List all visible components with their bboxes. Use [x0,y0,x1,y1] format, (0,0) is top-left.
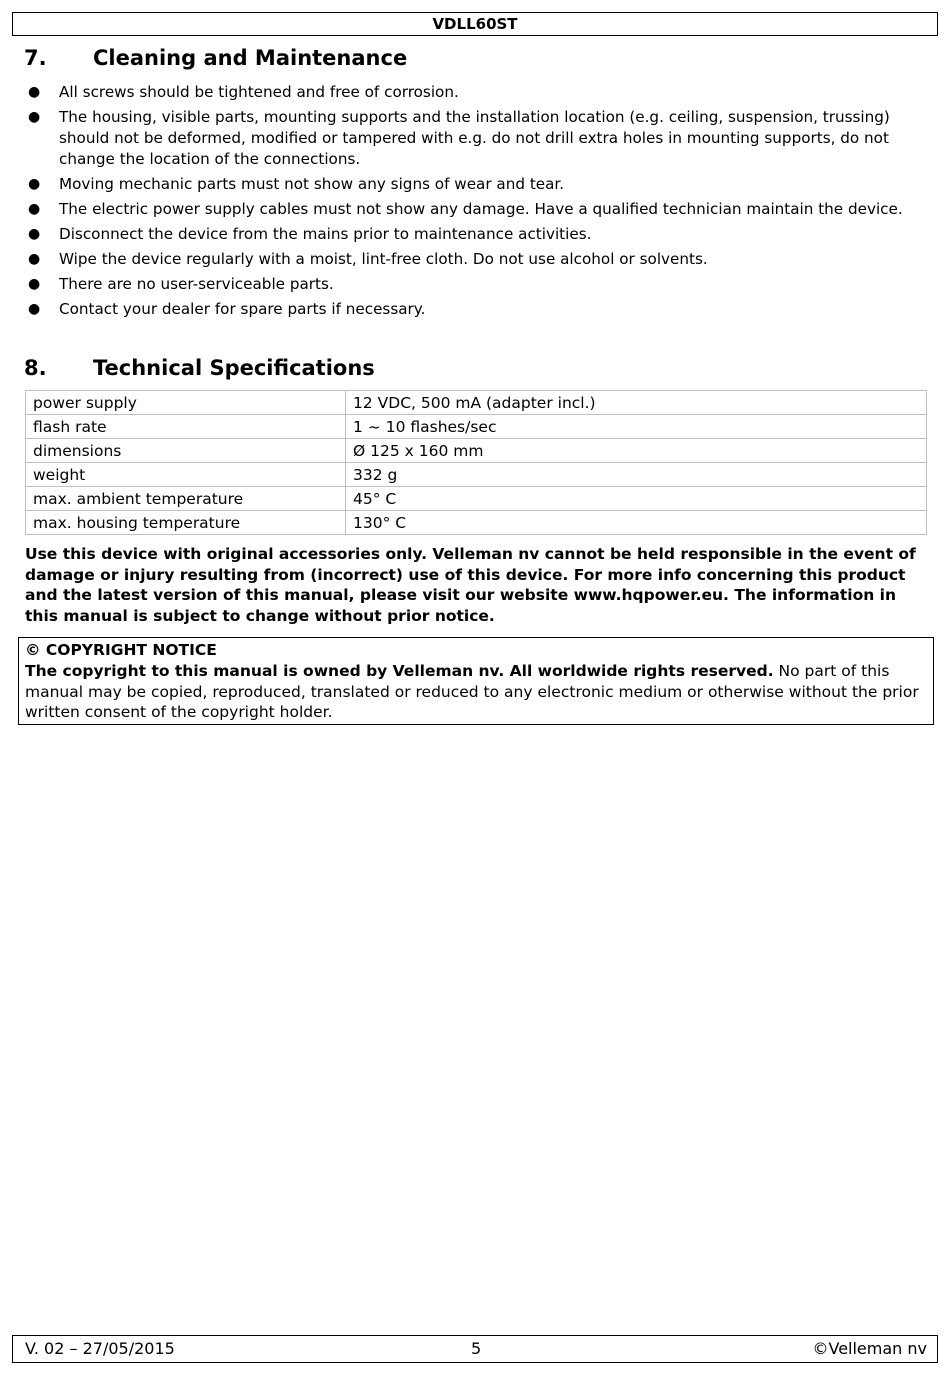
spec-value: 1 ~ 10 flashes/sec [346,415,927,439]
list-item-text: Contact your dealer for spare parts if necessary. [59,300,426,318]
list-item-text: Disconnect the device from the mains prior to maintenance activities. [59,225,592,243]
bullet-icon: ● [28,251,41,267]
list-item [24,274,934,295]
section-number: 8. [24,356,47,380]
section-title: Cleaning and Maintenance [93,46,408,70]
list-item-text: Wipe the device regularly with a moist, lint-free cloth. Do not use alcohol or solvents. [59,250,708,268]
model-name: VDLL60ST [432,15,518,33]
list-item [24,82,934,103]
list-item [24,299,934,320]
usage-notice: Use this device with original accessories only. Velleman nv cannot be held responsible in the event of damage or injury resulting from (incorrect) use of this device. For more info concerning this product and the latest version of this manual, please visit our website www.hqpower.eu. The information in this manual is subject to change without prior notice. [25,545,916,625]
page-number: 5 [471,1339,482,1358]
section-title: Technical Specifications [93,356,375,380]
list-item [24,224,934,245]
bullet-icon: ● [28,84,41,100]
copyright-heading: © COPYRIGHT NOTICE [25,641,217,659]
table-row [26,487,927,511]
spec-value: Ø 125 x 160 mm [346,439,927,463]
list-item-text: There are no user-serviceable parts. [59,275,334,293]
list-item-text: Moving mechanic parts must not show any signs of wear and tear. [59,175,565,193]
spec-label: weight [26,463,346,487]
copyright-body [25,661,927,723]
list-item [24,174,934,195]
copyright-owner: ©Velleman nv [812,1339,927,1358]
table-row [26,439,927,463]
spec-value: 130° C [346,511,927,535]
bullet-icon: ● [28,176,41,192]
page-header [12,12,938,36]
section-7-heading [24,46,407,70]
bullet-icon: ● [28,201,41,217]
version-date: V. 02 – 27/05/2015 [25,1339,175,1358]
section-number: 7. [24,46,47,70]
spec-label: flash rate [26,415,346,439]
section-8-heading [24,356,375,380]
list-item-text: The electric power supply cables must not show any damage. Have a qualified technician maintain the device. [59,200,903,218]
list-item [24,249,934,270]
copyright-notice-box [18,637,934,725]
specifications-table [25,390,927,535]
list-item-text: All screws should be tightened and free of corrosion. [59,83,459,101]
list-item-text: The housing, visible parts, mounting supports and the installation location (e.g. ceiling, suspension, trussing) should not be deformed, modified or tampered with e.g. do not drill extra holes in mounting supports, do not change the location of the connections. [59,108,890,168]
bullet-icon: ● [28,109,41,125]
page-footer [12,1335,938,1363]
copyright-text: No part of this manual may be copied, reproduced, translated or reduced to any electronic medium or otherwise without the prior written consent of the copyright holder. [25,661,919,722]
spec-value: 45° C [346,487,927,511]
spec-value: 332 g [346,463,927,487]
maintenance-list [24,82,934,324]
spec-label: max. housing temperature [26,511,346,535]
spec-label: dimensions [26,439,346,463]
bullet-icon: ● [28,301,41,317]
table-row [26,391,927,415]
spec-value: 12 VDC, 500 mA (adapter incl.) [346,391,927,415]
table-row [26,511,927,535]
table-row [26,463,927,487]
table-row [26,415,927,439]
bullet-icon: ● [28,226,41,242]
list-item [24,199,934,220]
spec-label: power supply [26,391,346,415]
spec-label: max. ambient temperature [26,487,346,511]
bullet-icon: ● [28,276,41,292]
copyright-bold-text: The copyright to this manual is owned by Velleman nv. All worldwide rights reserved. [25,661,774,680]
list-item [24,107,934,170]
